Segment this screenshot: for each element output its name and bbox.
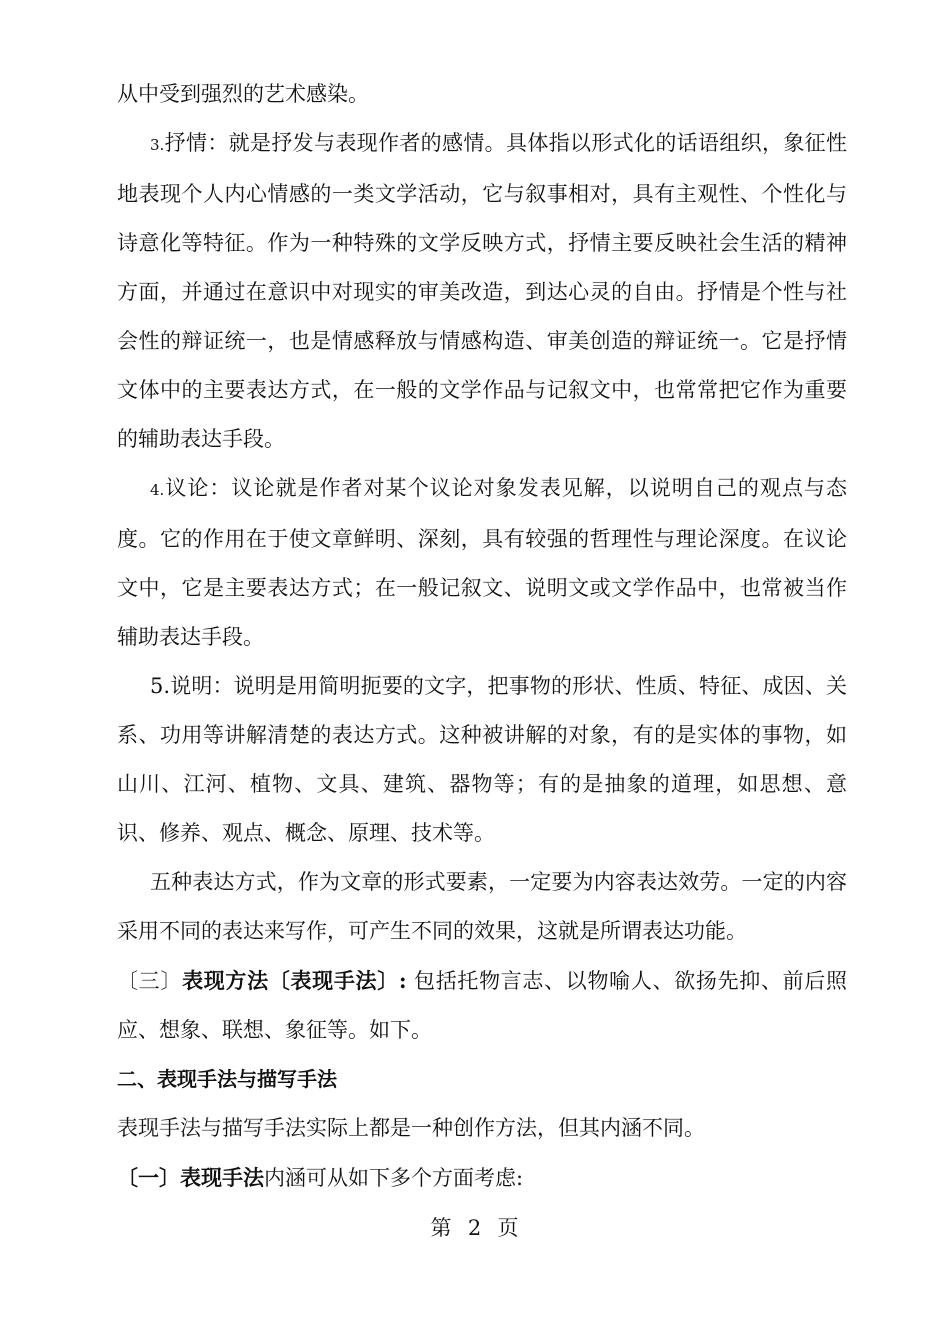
page-footer — [0, 1213, 950, 1243]
heading-text: 二、表现手法与描写手法 — [117, 1067, 337, 1091]
paragraph-text: 5.说明：说明是用简明扼要的文字，把事物的形状、性质、特征、成因、关系、功用等讲解清楚的表达方式。这种被讲解的对象，有的是实体的事物，如山川、江河、植物、文具、建筑、器物等；有的是抽象的道理，如思想、意识、修养、观点、概念、原理、技术等。 — [117, 674, 847, 845]
paragraph-continuation — [117, 70, 847, 119]
document-body — [117, 70, 847, 1203]
paragraph-subsection — [117, 1153, 847, 1203]
item-number: 3. — [150, 136, 165, 154]
paragraph-text: 包括托物言志、以物喻人、欲扬先抑、前后照应、想象、联想、象征等。如下。 — [117, 969, 847, 1042]
paragraph-expression-methods — [117, 956, 847, 1055]
paragraph-text: 五种表达方式，作为文章的形式要素，一定要为内容表达效劳。一定的内容采用不同的表达来写作，可产生不同的效果，这就是所谓表达功能。 — [117, 870, 847, 943]
section-term: 表现方法〔表现手法〕: — [182, 968, 407, 993]
section-heading — [117, 1055, 847, 1104]
paragraph-lyric — [117, 119, 847, 464]
paragraph-intro — [117, 1104, 847, 1153]
paragraph-text: 议论：议论就是作者对某个议论对象发表见解，以说明自己的观点与态度。它的作用在于使文章鲜明、深刻，具有较强的哲理性与理论深度。在议论文中，它是主要表达方式；在一般记叙文、说明文或文学作品中，也常被当作辅助表达手段。 — [117, 476, 847, 649]
section-number: 〔三〕 — [117, 969, 183, 993]
item-number: 4. — [150, 481, 165, 499]
page-number: 第 2 页 — [430, 1216, 520, 1240]
paragraph-text: 内涵可从如下多个方面考虑: — [264, 1166, 524, 1190]
paragraph-text: 从中受到强烈的艺术感染。 — [117, 82, 369, 106]
paragraph-explanation — [117, 662, 847, 858]
paragraph-summary — [117, 858, 847, 956]
subsection-term: 〔一〕表现手法 — [117, 1165, 264, 1190]
paragraph-argument — [117, 464, 847, 662]
paragraph-text: 表现手法与描写手法实际上都是一种创作方法，但其内涵不同。 — [117, 1116, 705, 1140]
paragraph-text: 抒情：就是抒发与表现作者的感情。具体指以形式化的话语组织，象征性地表现个人内心情感的一类文学活动，它与叙事相对，具有主观性、个性化与诗意化等特征。作为一种特殊的文学反映方式，抒情主要反映社会生活的精神方面，并通过在意识中对现实的审美改造，到达心灵的自由。抒情是个性与社会性的辩证统一，也是情感释放与情感构造、审美创造的辩证统一。它是抒情文体中的主要表达方式，在一般的文学作品与记叙文中，也常常把它作为重要的辅助表达手段。 — [117, 131, 847, 451]
